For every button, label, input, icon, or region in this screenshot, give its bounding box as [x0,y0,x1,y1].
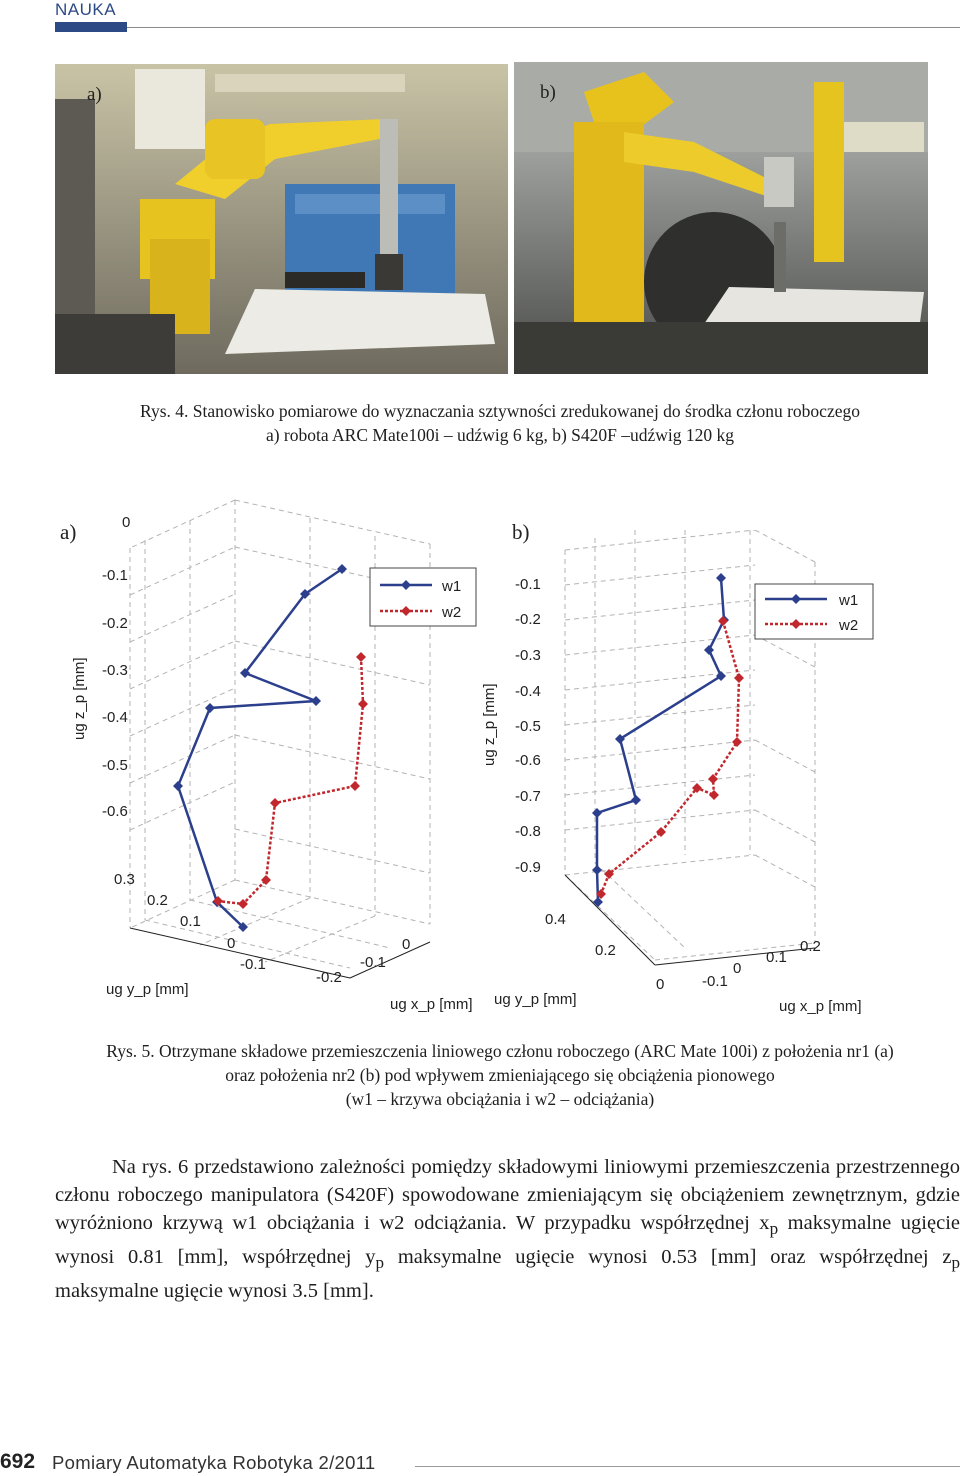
chart-a-y-label: ug y_p [mm] [106,981,189,998]
chart-b-point-w2 [709,790,719,800]
chart-a-line-w1 [178,569,342,927]
chart-b-z-tick: -0.5 [515,718,541,735]
robot-arm-photo-b-icon [514,62,928,374]
chart-a-z-tick: -0.1 [102,567,128,584]
chart-a-y-tick: 0 [227,935,236,952]
chart-b-z-tick: -0.7 [515,788,541,805]
chart-b-z-tick: -0.9 [515,859,541,876]
chart-a-point-w1 [205,703,215,713]
chart-b-line-w2 [601,621,739,894]
photo-a [55,64,508,374]
chart-b-z-ticks [515,576,541,876]
journal-title: Pomiary Automatyka Robotyka 2/2011 [52,1452,376,1473]
chart-b-z-label: ug z_p [mm] [481,683,498,766]
chart-a-y-tick: -0.2 [316,969,342,986]
section-tag: NAUKA [55,0,117,19]
chart-a-y-tick: 0.2 [147,892,168,909]
chart-a-point-w1 [173,781,183,791]
chart-b-y-label: ug y_p [mm] [494,991,577,1008]
chart-a-legend-w2: w2 [442,604,462,621]
chart-b-point-w1 [592,808,602,818]
chart-b-point-w2 [656,827,666,837]
chart-a-z-tick: -0.5 [102,757,128,774]
chart-a-line-w2 [218,657,363,904]
chart-a-x-tick: -0.1 [360,954,386,971]
chart-a-y-tick: 0.1 [180,913,201,930]
chart-a-point-w1 [311,696,321,706]
chart-a-point-w2 [356,652,366,662]
chart-a-legend-w1: w1 [442,578,462,595]
robot-arm-photo-a-icon [55,64,508,374]
body-sub-2: p [375,1253,385,1273]
chart-b-z-tick: -0.8 [515,823,541,840]
figure5-caption-line-1: Rys. 5. Otrzymane składowe przemieszczenia liniowego członu roboczego (ARC Mate 100i) z położenia nr1 (a) [106,1041,894,1061]
chart-a-point-w2 [270,798,280,808]
chart-a-series [173,564,368,932]
photo-b [514,62,928,374]
chart-b-point-w1 [716,573,726,583]
chart-b-z-tick: -0.1 [515,576,541,593]
body-text-1: Na rys. 6 przedstawiono zależności pomiędzy składowymi liniowymi przemieszczenia przestrzennego członu roboczego manipulatora (S420F) spowodowane zmieniającym się obciążeniem zewnętrznym, gdzie wyróżniono krzywą w1 obciążania i w2 odciążania. W przypadku współrzędnej x [55,1156,960,1234]
body-text-2: maksymalne ugięcie wynosi 0.81 [mm], współrzędnej y [55,1212,960,1269]
chart-b-x-ticks [702,938,821,990]
body-paragraph [55,1153,960,1305]
chart-a-z-label: ug z_p [mm] [71,657,88,740]
chart-b [475,530,955,1030]
chart-b-y-tick: 0.2 [595,942,616,959]
chart-b-z-tick: -0.6 [515,752,541,769]
figure5-caption [40,1039,960,1111]
chart-b-y-tick: 0 [656,976,665,993]
chart-b-x-tick: 0.1 [766,949,787,966]
chart-a-z-tick: 0 [122,514,131,531]
chart-b-z-tick: -0.2 [515,611,541,628]
figure5-caption-line-2: oraz położenia nr2 (b) pod wpływem zmieniającego się obciążenia pionowego [225,1065,775,1085]
chart-a-z-tick: -0.3 [102,662,128,679]
chart-a-legend [370,568,476,626]
chart-b-legend-w1: w1 [839,592,859,609]
chart-b-x-label: ug x_p [mm] [779,998,862,1015]
chart-b-point-w1 [704,645,714,655]
chart-b-x-tick: 0 [733,960,742,977]
chart-b-point-w1 [592,865,602,875]
chart-a-x-tick: 0 [402,936,411,953]
body-text-4: maksymalne ugięcie wynosi 3.5 [mm]. [55,1280,374,1303]
footer-rule [415,1466,960,1467]
chart-a-point-w2 [358,699,368,709]
chart-b-legend [755,584,873,639]
photo-b-label: b) [540,82,556,103]
chart-a-z-tick: -0.4 [102,709,128,726]
chart-b-legend-w2: w2 [839,617,859,634]
chart-b-series [592,573,744,907]
figure4-caption-line-2: a) robota ARC Mate100i – udźwig 6 kg, b) S420F –udźwig 120 kg [265,425,735,445]
chart-a-point-w2 [350,781,360,791]
chart-a-x-label: ug x_p [mm] [390,996,473,1013]
section-bar [55,22,127,32]
chart-b-point-w2 [732,737,742,747]
chart-a-point-w2 [261,875,271,885]
plot-b-label: b) [512,520,530,544]
chart-a-y-tick: -0.1 [240,956,266,973]
chart-b-y-tick: 0.4 [545,911,566,928]
chart-a-x-ticks [360,936,410,971]
figure4-caption-line-1: Rys. 4. Stanowisko pomiarowe do wyznaczania sztywności zredukowanej do środka członu roboczego [139,401,860,421]
chart-b-point-w2 [734,673,744,683]
chart-a-z-ticks [102,514,130,820]
figure4-caption [40,399,960,447]
chart-b-z-tick: -0.3 [515,647,541,664]
header-rule [127,27,960,28]
body-text-3: maksymalne ugięcie wynosi 0.53 [mm] oraz współrzędnej z [384,1246,952,1269]
chart-a-y-tick: 0.3 [114,871,135,888]
page-number: 692 [0,1450,36,1473]
body-sub-3: p [951,1253,960,1273]
chart-a-z-tick: -0.2 [102,615,128,632]
chart-a-z-tick: -0.6 [102,803,128,820]
chart-b-x-tick: 0.2 [800,938,821,955]
plot-a-label: a) [60,520,77,544]
photo-a-label: a) [87,84,102,105]
body-sub-1: p [769,1219,779,1239]
figure5-caption-line-3: (w1 – krzywa obciążania i w2 – odciążania) [345,1089,655,1109]
chart-b-z-tick: -0.4 [515,683,541,700]
chart-b-point-w1 [631,795,641,805]
chart-b-x-tick: -0.1 [702,973,728,990]
chart-a [50,490,480,1030]
